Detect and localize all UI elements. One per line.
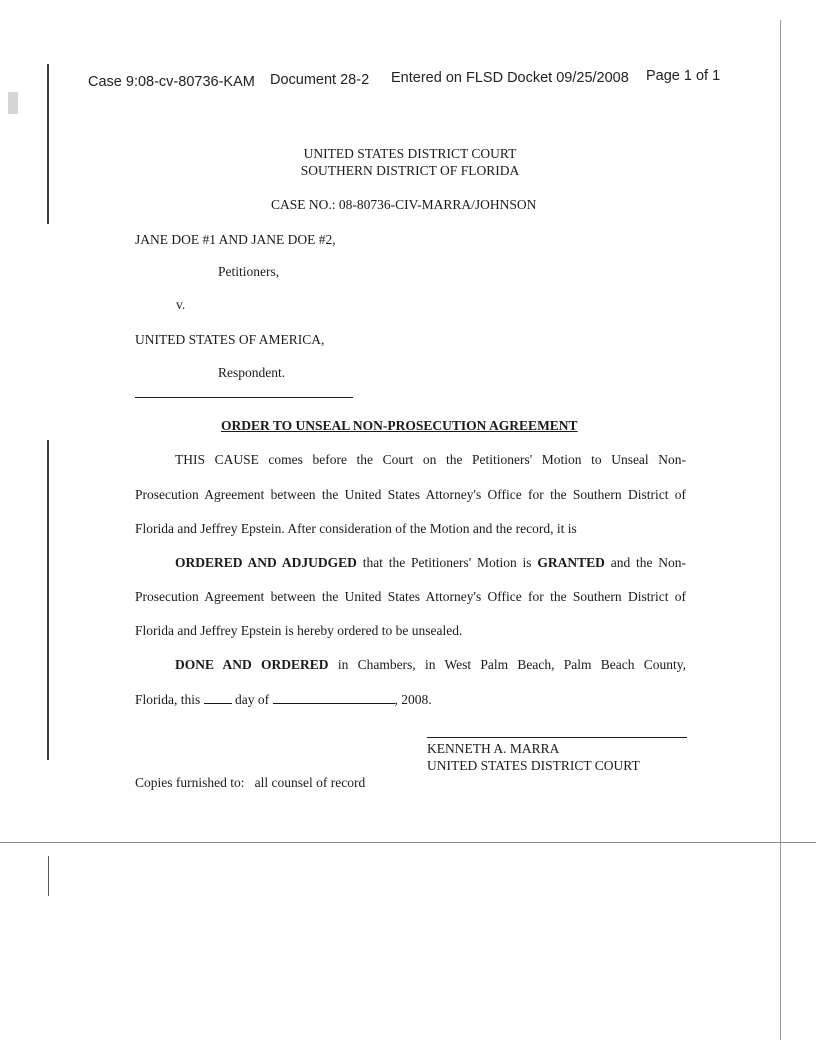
- p3-text: in Chambers, in West Palm Beach, Palm Beach County,: [337, 657, 687, 672]
- scan-edge-left: [47, 64, 49, 224]
- header-case-id: Case 9:08-cv-80736-KAM: [88, 74, 255, 90]
- paragraph-1-line-3: Florida and Jeffrey Epstein. After consideration of the Motion and the record, it is: [135, 521, 577, 536]
- copies-value: all counsel of record: [254, 775, 366, 790]
- respondent-role: Respondent.: [218, 365, 286, 380]
- paragraph-3-line-1: [175, 657, 686, 673]
- paragraph-1-line-2: Prosecution Agreement between the United States Attorney's Office for the Southern District of: [135, 487, 686, 502]
- judge-court: UNITED STATES DISTRICT COURT: [427, 758, 640, 773]
- judge-name: KENNETH A. MARRA: [427, 741, 560, 756]
- granted: GRANTED: [537, 555, 605, 570]
- year-suffix: , 2008.: [394, 692, 432, 707]
- petitioners-name: JANE DOE #1 AND JANE DOE #2,: [135, 232, 336, 247]
- signature-line: [427, 737, 687, 738]
- scan-fold-line: [0, 842, 816, 843]
- paragraph-2-line-1: [175, 555, 686, 571]
- versus: v.: [176, 297, 186, 312]
- p2-text-1: that the Petitioners' Motion is: [362, 555, 532, 570]
- copies-furnished: [135, 775, 365, 791]
- date-prefix: Florida, this: [135, 692, 201, 707]
- case-number: CASE NO.: 08-80736-CIV-MARRA/JOHNSON: [271, 197, 537, 212]
- header-document: Document 28-2: [270, 72, 370, 88]
- order-title-text: ORDER TO UNSEAL NON-PROSECUTION AGREEMENT: [221, 418, 578, 433]
- court-district: SOUTHERN DISTRICT OF FLORIDA: [300, 163, 520, 178]
- court-name: UNITED STATES DISTRICT COURT: [303, 146, 517, 161]
- month-blank: [273, 691, 395, 704]
- order-title: [221, 418, 578, 434]
- paragraph-2-line-2: Prosecution Agreement between the United States Attorney's Office for the Southern District of: [135, 589, 686, 604]
- petitioners-role: Petitioners,: [218, 264, 280, 279]
- scan-edge-right: [780, 20, 781, 1040]
- paragraph-1-line-1: THIS CAUSE comes before the Court on the Petitioners' Motion to Unseal Non-: [175, 452, 686, 467]
- header-page: Page 1 of 1: [646, 68, 721, 84]
- day-blank: [204, 691, 232, 704]
- scan-edge-left-lower: [47, 440, 49, 760]
- paragraph-3-line-2: [135, 691, 432, 708]
- copies-label: Copies furnished to:: [135, 775, 245, 790]
- caption-rule: [135, 397, 353, 398]
- scan-mark-left: [48, 856, 49, 896]
- ordered-adjudged: ORDERED AND ADJUDGED: [175, 555, 357, 570]
- p2-text-2: and the Non-: [610, 555, 687, 570]
- respondent-name: UNITED STATES OF AMERICA,: [135, 332, 325, 347]
- paragraph-2-line-3: Florida and Jeffrey Epstein is hereby ordered to be unsealed.: [135, 623, 463, 638]
- done-and-ordered: DONE AND ORDERED: [175, 657, 329, 672]
- scan-speck: [8, 92, 18, 114]
- header-docket: Entered on FLSD Docket 09/25/2008: [391, 70, 629, 86]
- day-of: day of: [235, 692, 270, 707]
